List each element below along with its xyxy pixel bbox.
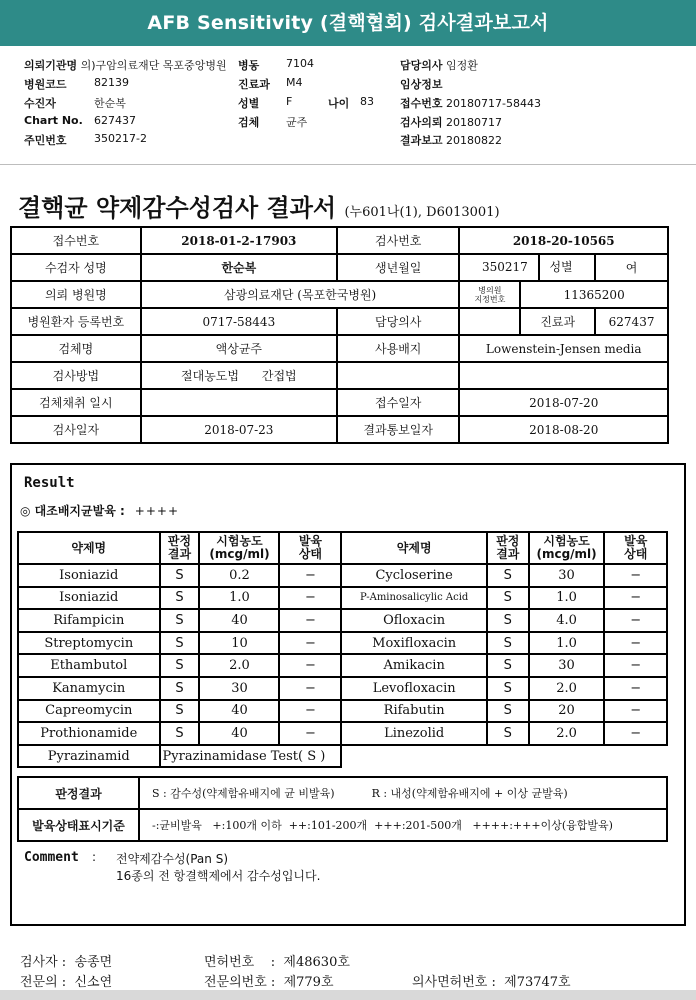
report-title: AFB Sensitivity (결핵협회) 검사결과보고서 xyxy=(147,12,549,34)
drug-growth: − xyxy=(279,722,341,745)
drug-result: S xyxy=(160,609,200,632)
drug-result: S xyxy=(160,722,200,745)
info-dept: 627437 xyxy=(595,308,668,335)
header-dept: 진료과 M4 xyxy=(238,76,303,91)
pyrazinamidase-result: Pyrazinamidase Test( S ) xyxy=(160,745,342,768)
info-doctor xyxy=(459,308,520,335)
header-age: 나이 83 xyxy=(328,95,374,110)
drug-growth: − xyxy=(604,564,667,587)
drug-growth: − xyxy=(604,587,667,610)
table-row xyxy=(18,654,667,677)
header-specimen: 검체 균주 xyxy=(238,116,308,129)
drug-name: Rifampicin xyxy=(18,609,160,632)
info-specimen: 액상균주 xyxy=(141,335,337,362)
drug-result: S xyxy=(487,632,529,655)
drug-result: S xyxy=(487,722,529,745)
info-name: 한순복 xyxy=(141,254,337,281)
legend-judge-text: S : 감수성(약제함유배지에 균 비발육) R : 내성(약제함유배지에 + 이상 균발육) xyxy=(139,777,667,809)
drug-growth: − xyxy=(279,564,341,587)
drug-result: S xyxy=(160,654,200,677)
drug-name: Prothionamide xyxy=(18,722,160,745)
drug-name: Ethambutol xyxy=(18,654,160,677)
table-row-pyrazinamid xyxy=(18,745,667,768)
info-patient-reg: 0717-58443 xyxy=(141,308,337,335)
drug-result: S xyxy=(160,587,200,610)
drug-conc: 20 xyxy=(529,700,605,723)
drug-result: S xyxy=(487,677,529,700)
document-code: (누601나(1), D6013001) xyxy=(344,205,500,220)
result-title: Result xyxy=(24,475,75,491)
info-notify: 2018-08-20 xyxy=(459,416,668,443)
header-request-date: 검사의뢰 20180717 xyxy=(400,116,503,129)
footer-doctor-license: 의사면허번호 : 제73747호 xyxy=(412,975,571,990)
drug-name: Ofloxacin xyxy=(341,609,487,632)
drug-growth: − xyxy=(279,587,341,610)
header-clinical-info: 임상정보 xyxy=(400,78,443,91)
info-hospital: 삼광의료재단 (목포한국병원) xyxy=(141,281,460,308)
drug-name: P-Aminosalicylic Acid xyxy=(341,587,487,610)
drug-name: Amikacin xyxy=(341,654,487,677)
table-row xyxy=(18,632,667,655)
drug-conc: 1.0 xyxy=(529,632,605,655)
report-title-bar xyxy=(0,0,696,46)
legend-table xyxy=(17,776,668,842)
drug-growth: − xyxy=(279,632,341,655)
drug-growth: − xyxy=(604,609,667,632)
drug-conc: 0.2 xyxy=(199,564,279,587)
drug-growth: − xyxy=(604,632,667,655)
drug-name: Capreomycin xyxy=(18,700,160,723)
header-sex: 성별 F xyxy=(238,95,293,110)
control-growth: ◎ 대조배지균발육 : ++++ xyxy=(20,504,179,518)
drug-name: Streptomycin xyxy=(18,632,160,655)
info-test-no: 2018-20-10565 xyxy=(459,227,668,254)
info-test-date: 2018-07-23 xyxy=(141,416,337,443)
footer-specialist: 전문의 : 신소연 xyxy=(20,975,113,990)
drug-conc: 30 xyxy=(529,564,605,587)
drug-result: S xyxy=(487,654,529,677)
header-receipt-no: 접수번호 20180717-58443 xyxy=(400,97,541,110)
info-medium: Lowenstein-Jensen media xyxy=(459,335,668,362)
drug-conc: 30 xyxy=(199,677,279,700)
drug-name: Isoniazid xyxy=(18,564,160,587)
comment-line-1: 전약제감수성(Pan S) xyxy=(116,852,229,866)
drug-growth: − xyxy=(279,677,341,700)
header-physician: 담당의사 임정환 xyxy=(400,59,478,72)
drug-conc: 1.0 xyxy=(529,587,605,610)
drug-conc: 10 xyxy=(199,632,279,655)
footer-examiner: 검사자 : 송종면 xyxy=(20,955,113,970)
drug-result: S xyxy=(160,677,200,700)
drug-result: S xyxy=(160,632,200,655)
info-receipt-no: 2018-01-2-17903 xyxy=(141,227,337,254)
drug-result: S xyxy=(487,587,529,610)
table-row xyxy=(18,564,667,587)
info-collect xyxy=(141,389,337,416)
drug-growth: − xyxy=(279,609,341,632)
legend-growth-label: 발육상태표시기준 xyxy=(18,809,139,841)
drug-conc: 2.0 xyxy=(199,654,279,677)
drug-conc: 40 xyxy=(199,722,279,745)
drug-name: Moxifloxacin xyxy=(341,632,487,655)
bottom-bar xyxy=(0,990,696,1000)
header-resident-no: 주민번호 350217-2 xyxy=(24,132,147,147)
footer-license: 면허번호 : 제48630호 xyxy=(204,955,350,970)
drug-growth: − xyxy=(604,677,667,700)
drug-growth: − xyxy=(604,722,667,745)
header-report-date: 결과보고 20180822 xyxy=(400,134,503,147)
drug-name: Kanamycin xyxy=(18,677,160,700)
legend-growth-text: -:균비발육 +:100개 이하 ++:101-200개 +++:201-500개 ++++:+++이상(융합발육) xyxy=(139,809,667,841)
drug-result: S xyxy=(160,564,200,587)
drug-result: S xyxy=(487,564,529,587)
info-method: 절대농도법 간접법 xyxy=(141,362,337,389)
drug-conc: 2.0 xyxy=(529,677,605,700)
header-patient: 수진자 한순복 xyxy=(24,97,126,110)
info-dob: 350217 xyxy=(481,260,528,274)
table-row xyxy=(18,609,667,632)
info-hospital-code: 11365200 xyxy=(520,281,668,308)
drug-name: Pyrazinamid xyxy=(18,745,160,768)
comment-line-2: 16종의 전 항결핵제에서 감수성입니다. xyxy=(116,869,321,883)
drug-conc: 40 xyxy=(199,609,279,632)
table-row xyxy=(18,722,667,745)
drug-growth: − xyxy=(604,700,667,723)
drug-conc: 4.0 xyxy=(529,609,605,632)
info-sex: 여 xyxy=(595,254,668,281)
drug-result: S xyxy=(160,700,200,723)
info-receive: 2018-07-20 xyxy=(459,389,668,416)
drug-name: Isoniazid xyxy=(18,587,160,610)
drug-growth: − xyxy=(279,654,341,677)
legend-judge-label: 판정결과 xyxy=(18,777,139,809)
drug-conc: 1.0 xyxy=(199,587,279,610)
document-title: 결핵균 약제감수성검사 결과서 (누601나(1), D6013001) xyxy=(18,193,500,222)
table-row xyxy=(18,700,667,723)
header-hospital-code: 병원코드 82139 xyxy=(24,76,129,91)
drug-name: Levofloxacin xyxy=(341,677,487,700)
drug-growth: − xyxy=(279,700,341,723)
drug-name: Cycloserine xyxy=(341,564,487,587)
drug-conc: 2.0 xyxy=(529,722,605,745)
footer-specialist-no: 전문의번호 : 제779호 xyxy=(204,975,334,990)
comment: Comment : 전약제감수성(Pan S) 16종의 전 항결핵제에서 감수성입니다. xyxy=(24,850,321,883)
drug-name: Rifabutin xyxy=(341,700,487,723)
drug-result: S xyxy=(487,700,529,723)
table-row xyxy=(18,677,667,700)
patient-info-table: 접수번호 2018-01-2-17903 검사번호 2018-20-10565 수검자 성명 한순복 생년월일 350217 성별 여 의뢰 병원명 삼광의료재단 (목포한국병원) 병의원 지정번호 11365200 병원환자 등록번호 0717-58443 담당의사 진료과 627437 검체명 액상균주 사용배지 Lowenstein-Jensen media 검사방법 절대농도법 간접법 검체채취 일시 접수일자 2018-07-20 검사일자 2018-07-23 결과통보일자 2018-08-20 xyxy=(10,226,669,444)
header-ward: 병동 7104 xyxy=(238,57,314,72)
header-institution: 의뢰기관명 의)구암의료재단 목포중앙병원 xyxy=(24,59,227,72)
drug-name: Linezolid xyxy=(341,722,487,745)
drug-conc: 30 xyxy=(529,654,605,677)
drug-sensitivity-table: 약제명 판정 결과 시험농도 (mcg/ml) 발육 상태 약제명 판정 결과 시험농도 (mcg/ml) 발육 상태 Isoniazid S 0.2 − Cycloserine S 30 − Isoniazid S 1.0 − P-Aminosalicylic Acid S 1.0 − Rifampicin S 40 − Ofloxacin S 4.0 − Streptomycin S 10 − Moxifloxacin S 1.0 − Ethambutol S 2.0 − Amikacin S 30 − Kanamycin S 30 − Levofloxacin S 2.0 − Capreomycin S 40 − Rifabutin S 20 − Prothionamide S 40 − Linezolid S 2.0 − Pyrazinamid Pyrazinamidase Test( S ) xyxy=(17,531,668,768)
drug-conc: 40 xyxy=(199,700,279,723)
control-growth-value: ++++ xyxy=(134,504,179,518)
header-chart-no: Chart No. 627437 xyxy=(24,114,136,127)
drug-growth: − xyxy=(604,654,667,677)
header-separator xyxy=(0,164,696,165)
table-row xyxy=(18,587,667,610)
drug-result: S xyxy=(487,609,529,632)
